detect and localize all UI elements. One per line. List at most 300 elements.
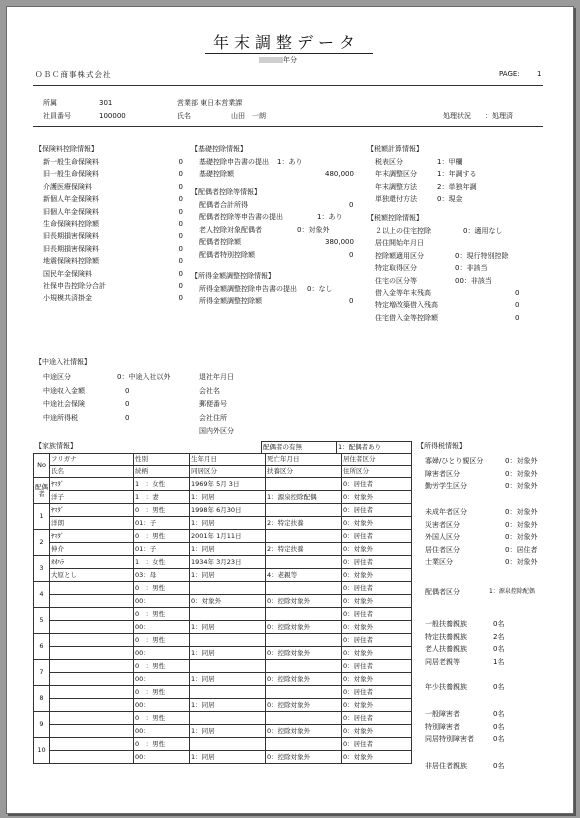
member-dependent: 0：控除対象外 bbox=[266, 595, 342, 608]
midyear-row-label: 中途区分 bbox=[43, 373, 71, 381]
page-label: PAGE: bbox=[499, 70, 520, 78]
basic-row-label: 基礎控除額 bbox=[199, 170, 234, 179]
spouse_deduction-row-label: 配偶者控除等申告書の提出 bbox=[199, 213, 283, 222]
income-tax-value: 0名 bbox=[493, 620, 505, 628]
status-label: 処理状況 bbox=[443, 112, 471, 120]
member-dependent: 0：控除対象外 bbox=[266, 647, 342, 660]
table-row bbox=[34, 491, 412, 504]
tax_calc-header: 【税額計算情報】 bbox=[367, 145, 423, 153]
table-row bbox=[34, 647, 412, 660]
member-gender: 0 ：男性 bbox=[134, 608, 190, 621]
basic-row-value: 1：あり bbox=[277, 158, 303, 166]
income-tax-value: 0：対象外 bbox=[505, 558, 538, 566]
income-tax-value: 0：対象外 bbox=[505, 508, 538, 516]
member-gender: 0 ：男性 bbox=[134, 686, 190, 699]
tax_deduction-row-label: 住宅借入金等控除額 bbox=[375, 313, 438, 322]
member-resident: 0：居住者 bbox=[342, 556, 412, 569]
member-address: 0：対象外 bbox=[342, 517, 412, 530]
employee-name-label: 氏名 bbox=[177, 112, 191, 120]
member-no: 2 bbox=[34, 530, 50, 556]
member-birth bbox=[190, 712, 266, 725]
tax_calc-row-value: 1：年調する bbox=[437, 170, 477, 179]
member-kana: ﾔﾏﾀﾞ bbox=[50, 530, 134, 543]
insurance-row-value: 0 bbox=[178, 294, 183, 303]
status-value: ：処理済 bbox=[485, 112, 513, 120]
spouse-label: 配偶者 bbox=[34, 478, 50, 504]
income-tax-value: 0名 bbox=[493, 735, 505, 743]
table-row bbox=[34, 556, 412, 569]
header-divider bbox=[33, 85, 543, 86]
member-relation: 00： bbox=[134, 595, 190, 608]
income-tax-value: 0名 bbox=[493, 722, 505, 731]
spouse_deduction-row-value: 380,000 bbox=[325, 238, 354, 247]
insurance-row-value: 0 bbox=[178, 244, 183, 253]
tax_deduction-row-value: 0 bbox=[515, 289, 520, 297]
spouse_deduction-row-value: 0：対象外 bbox=[297, 225, 330, 234]
member-no: 5 bbox=[34, 608, 50, 634]
member-relation: 03：母 bbox=[134, 569, 190, 582]
spouse_deduction-row-label: 配偶者控除額 bbox=[199, 238, 241, 247]
midyear-company-label: 退社年月日 bbox=[199, 373, 234, 381]
adjustment-row-label: 所得金額調整控除額 bbox=[199, 297, 262, 306]
member-relation: 00： bbox=[134, 751, 190, 764]
member-kana bbox=[50, 634, 134, 647]
report-year: 年分 bbox=[259, 57, 297, 64]
insurance-row-label: 小規模共済掛金 bbox=[43, 294, 92, 303]
member-dependent: 0：控除対象外 bbox=[266, 751, 342, 764]
member-relation: 01：子 bbox=[134, 517, 190, 530]
member-birth bbox=[190, 686, 266, 699]
adjustment-row-value: 0 bbox=[349, 297, 354, 306]
member-address: 0：対象外 bbox=[342, 595, 412, 608]
income-tax-label: 非居住者親族 bbox=[425, 762, 467, 770]
member-name bbox=[50, 621, 134, 634]
member-birth: 1998年 6月30日 bbox=[190, 504, 266, 517]
member-address: 0：対象外 bbox=[342, 621, 412, 634]
spouse_deduction-row-value: 0 bbox=[349, 250, 354, 259]
table-row bbox=[34, 712, 412, 725]
insurance-row-value: 0 bbox=[178, 170, 183, 179]
insurance-row-label: 国民年金保険料 bbox=[43, 269, 92, 278]
midyear-company-label: 会社住所 bbox=[199, 413, 227, 422]
title-underline bbox=[205, 53, 373, 54]
member-name bbox=[50, 751, 134, 764]
member-cohabitation: 1：同居 bbox=[190, 751, 266, 764]
tax_deduction-row-label: 特定増改築借入残高 bbox=[375, 301, 438, 310]
member-resident: 0：居住者 bbox=[342, 530, 412, 543]
member-resident: 0：居住者 bbox=[342, 478, 412, 491]
midyear-row-label: 中途社会保険 bbox=[43, 400, 85, 408]
spouse_deduction-row-value: 0 bbox=[349, 201, 354, 209]
member-kana bbox=[50, 738, 134, 751]
insurance-row-value: 0 bbox=[178, 220, 183, 228]
insurance-row-label: 地震保険料控除額 bbox=[43, 257, 99, 266]
member-address: 0：対象外 bbox=[342, 751, 412, 764]
member-cohabitation: 0：対象外 bbox=[190, 595, 266, 608]
member-cohabitation: 1：同居 bbox=[190, 517, 266, 530]
member-dependent: 2：特定扶養 bbox=[266, 517, 342, 530]
spouse_deduction-row-label: 配偶者特別控除額 bbox=[199, 250, 255, 259]
insurance-row-label: 旧個人年金保険料 bbox=[43, 207, 99, 216]
insurance-header: 【保険料控除情報】 bbox=[35, 145, 98, 153]
year-redacted bbox=[259, 57, 283, 63]
family-col-header: 続柄 bbox=[134, 466, 190, 478]
adjustment-row-value: 0：なし bbox=[307, 285, 333, 293]
insurance-row-value: 0 bbox=[178, 158, 183, 166]
member-no: 3 bbox=[34, 556, 50, 582]
dept-label: 所属 bbox=[43, 99, 57, 107]
family-col-header: 生年月日 bbox=[190, 454, 266, 466]
family-header-row bbox=[34, 466, 412, 478]
member-name: 伸介 bbox=[50, 543, 134, 556]
member-death bbox=[266, 608, 342, 621]
company-name: ＯＢＣ商事株式会社 bbox=[35, 70, 112, 79]
member-address: 0：対象外 bbox=[342, 699, 412, 712]
income-tax-value: 0：対象外 bbox=[505, 469, 538, 478]
midyear-row-value: 0 bbox=[125, 400, 130, 408]
employee-no-label: 社員番号 bbox=[43, 112, 71, 120]
table-row bbox=[34, 543, 412, 556]
member-dependent: 4：老親等 bbox=[266, 569, 342, 582]
tax_deduction-row-label: 借入金等年末残高 bbox=[375, 289, 431, 297]
spouse-has-value: 1：配偶者あり bbox=[337, 442, 412, 454]
tax_deduction-row-label: ２以上の住宅控除 bbox=[375, 227, 431, 235]
member-death bbox=[266, 686, 342, 699]
member-death bbox=[266, 556, 342, 569]
family-col-header: 扶養区分 bbox=[266, 466, 342, 478]
basic-row-value: 480,000 bbox=[325, 170, 354, 179]
member-no: 4 bbox=[34, 582, 50, 608]
member-birth: 1969年 5月 3日 bbox=[190, 478, 266, 491]
member-resident: 0：居住者 bbox=[342, 504, 412, 517]
member-relation: 00： bbox=[134, 699, 190, 712]
tax_deduction-row-value: 0 bbox=[515, 313, 520, 322]
tax_calc-row-label: 年末調整方法 bbox=[375, 182, 417, 191]
family-col-header: フリガナ bbox=[50, 454, 134, 466]
member-no: 6 bbox=[34, 634, 50, 660]
employee-no: 100000 bbox=[99, 112, 126, 120]
table-row bbox=[34, 569, 412, 582]
tax_deduction-header: 【税額控除情報】 bbox=[367, 214, 423, 222]
table-row bbox=[34, 530, 412, 543]
member-resident: 0：居住者 bbox=[342, 608, 412, 621]
member-death bbox=[266, 738, 342, 751]
member-name bbox=[50, 647, 134, 660]
insurance-row-label: 旧一般生命保険料 bbox=[43, 170, 99, 179]
insurance-row-value: 0 bbox=[178, 195, 183, 204]
member-kana bbox=[50, 608, 134, 621]
member-no: 10 bbox=[34, 738, 50, 764]
table-row bbox=[34, 673, 412, 686]
family-header: 【家族情報】 bbox=[35, 442, 77, 450]
insurance-row-label: 介護医療保険料 bbox=[43, 182, 92, 191]
member-dependent: 0：控除対象外 bbox=[266, 699, 342, 712]
member-birth: 1934年 3月23日 bbox=[190, 556, 266, 569]
member-address: 0：対象外 bbox=[342, 569, 412, 582]
income-tax-value: 0名 bbox=[493, 645, 505, 653]
midyear-row-value: 0：中途入社以外 bbox=[117, 373, 171, 381]
tax_calc-row-value: 2：単独年調 bbox=[437, 182, 477, 191]
member-name bbox=[50, 725, 134, 738]
tax_calc-row-label: 税表区分 bbox=[375, 158, 403, 166]
member-cohabitation: 1：同居 bbox=[190, 621, 266, 634]
insurance-row-label: 旧長期損害保険料 bbox=[43, 232, 99, 241]
tax_calc-row-value: 0：現金 bbox=[437, 195, 463, 204]
member-relation: 1 ：妻 bbox=[134, 491, 190, 504]
income-tax-value: 1名 bbox=[493, 657, 505, 666]
employee-name: 山田 一朗 bbox=[231, 112, 266, 120]
dept-name: 営業部 東日本営業課 bbox=[177, 99, 243, 107]
tax_deduction-row-value: 0 bbox=[515, 301, 520, 310]
table-row bbox=[34, 751, 412, 764]
income-tax-value: 0：対象外 bbox=[505, 533, 538, 541]
member-resident: 0：居住者 bbox=[342, 738, 412, 751]
member-gender: 1 ：女性 bbox=[134, 556, 190, 569]
insurance-row-value: 0 bbox=[178, 232, 183, 241]
member-cohabitation: 1：同居 bbox=[190, 725, 266, 738]
member-relation: 00： bbox=[134, 647, 190, 660]
income-tax-label: 特定扶養親族 bbox=[425, 632, 467, 641]
member-gender: 1 ：女性 bbox=[134, 478, 190, 491]
member-resident: 0：居住者 bbox=[342, 582, 412, 595]
member-dependent: 0：控除対象外 bbox=[266, 621, 342, 634]
member-address: 0：対象外 bbox=[342, 491, 412, 504]
member-cohabitation: 1：同居 bbox=[190, 647, 266, 660]
member-resident: 0：居住者 bbox=[342, 634, 412, 647]
member-cohabitation: 1：同居 bbox=[190, 491, 266, 504]
member-dependent: 0：控除対象外 bbox=[266, 725, 342, 738]
member-dependent: 0：控除対象外 bbox=[266, 673, 342, 686]
tax_calc-row-label: 年末調整区分 bbox=[375, 170, 417, 179]
member-cohabitation: 1：同居 bbox=[190, 543, 266, 556]
member-death bbox=[266, 504, 342, 517]
income-tax-header: 【所得税情報】 bbox=[417, 442, 466, 450]
income-tax-label: 未成年者区分 bbox=[425, 508, 467, 516]
table-row bbox=[34, 478, 412, 491]
member-birth bbox=[190, 608, 266, 621]
table-row bbox=[34, 582, 412, 595]
income-tax-label: 災害者区分 bbox=[425, 520, 460, 529]
member-birth bbox=[190, 582, 266, 595]
basic-row-label: 基礎控除申告書の提出 bbox=[199, 158, 269, 166]
income-tax-label: 勤労学生区分 bbox=[425, 482, 467, 490]
midyear-row-value: 0 bbox=[125, 386, 130, 395]
tax_deduction-row-value: 00：非該当 bbox=[455, 276, 492, 285]
table-row bbox=[34, 634, 412, 647]
income-tax-label: 同居老親等 bbox=[425, 657, 460, 666]
table-row bbox=[34, 517, 412, 530]
member-death bbox=[266, 582, 342, 595]
member-no: 8 bbox=[34, 686, 50, 712]
member-resident: 0：居住者 bbox=[342, 686, 412, 699]
adjustment-row-label: 所得金額調整控除申告書の提出 bbox=[199, 285, 297, 293]
midyear-company-label: 会社名 bbox=[199, 386, 220, 395]
income-tax-label: 同居特別障害者 bbox=[425, 735, 474, 743]
income-tax-value: 0名 bbox=[493, 710, 505, 718]
member-cohabitation: 1：同居 bbox=[190, 569, 266, 582]
insurance-row-label: 生命保険料控除額 bbox=[43, 220, 99, 228]
member-no: 1 bbox=[34, 504, 50, 530]
income-tax-value: 0：対象外 bbox=[505, 457, 538, 465]
member-birth bbox=[190, 634, 266, 647]
income-tax-label: 居住者区分 bbox=[425, 545, 460, 554]
member-name: 洋朗 bbox=[50, 517, 134, 530]
member-cohabitation: 1：同居 bbox=[190, 699, 266, 712]
member-name bbox=[50, 699, 134, 712]
midyear-company-label: 国内外区分 bbox=[199, 427, 234, 435]
income-tax-value: 0：対象外 bbox=[505, 482, 538, 490]
member-kana: ﾔﾏﾀﾞ bbox=[50, 478, 134, 491]
midyear-row-value: 0 bbox=[125, 413, 130, 422]
table-row bbox=[34, 595, 412, 608]
income-tax-label: 特別障害者 bbox=[425, 722, 460, 731]
income-tax-value: 0：対象外 bbox=[505, 520, 538, 529]
family-col-header: 同居区分 bbox=[190, 466, 266, 478]
member-resident: 0：居住者 bbox=[342, 660, 412, 673]
income-tax-value: 1：源泉控除配偶 bbox=[489, 588, 535, 595]
member-address: 0：対象外 bbox=[342, 543, 412, 556]
member-gender: 0 ：男性 bbox=[134, 738, 190, 751]
member-kana bbox=[50, 582, 134, 595]
member-address: 0：対象外 bbox=[342, 673, 412, 686]
income-tax-value: 0名 bbox=[493, 762, 505, 770]
member-death bbox=[266, 530, 342, 543]
tax_deduction-row-label: 特定取得区分 bbox=[375, 264, 417, 273]
tax_deduction-row-label: 控除額適用区分 bbox=[375, 251, 424, 260]
spouse_deduction-row-value: 1：あり bbox=[317, 213, 343, 222]
tax_deduction-row-value: 0：適用なし bbox=[463, 227, 503, 235]
member-relation: 00： bbox=[134, 621, 190, 634]
member-gender: 0 ：男性 bbox=[134, 504, 190, 517]
member-birth bbox=[190, 738, 266, 751]
midyear-row-label: 中途所得税 bbox=[43, 413, 78, 422]
tax_deduction-row-label: 住宅の区分等 bbox=[375, 276, 417, 285]
insurance-row-value: 0 bbox=[178, 282, 183, 290]
page-number: 1 bbox=[537, 70, 542, 78]
income-tax-label: 士業区分 bbox=[425, 558, 453, 566]
insurance-row-value: 0 bbox=[178, 182, 183, 191]
midyear-header: 【中途入社情報】 bbox=[35, 358, 91, 366]
tax_calc-row-label: 単独還付方法 bbox=[375, 195, 417, 204]
table-row bbox=[34, 725, 412, 738]
member-no: 9 bbox=[34, 712, 50, 738]
income-tax-label: 一般障害者 bbox=[425, 710, 460, 718]
income-tax-label: 寡婦/ひとり親区分 bbox=[425, 457, 484, 465]
insurance-row-label: 社保申告控除分合計 bbox=[43, 282, 106, 290]
member-relation: 00： bbox=[134, 725, 190, 738]
member-address: 0：対象外 bbox=[342, 647, 412, 660]
table-row bbox=[34, 660, 412, 673]
member-gender: 0 ：男性 bbox=[134, 712, 190, 725]
family-table bbox=[33, 453, 412, 764]
income-tax-label: 外国人区分 bbox=[425, 533, 460, 541]
basic-header: 【基礎控除情報】 bbox=[191, 145, 247, 153]
family-header-row bbox=[34, 454, 412, 466]
member-kana bbox=[50, 712, 134, 725]
member-name bbox=[50, 595, 134, 608]
table-row bbox=[34, 608, 412, 621]
insurance-row-label: 新一般生命保険料 bbox=[43, 158, 99, 166]
table-row bbox=[34, 699, 412, 712]
spouse-has-label: 配偶者の有無 bbox=[262, 442, 337, 454]
member-cohabitation: 1：同居 bbox=[190, 673, 266, 686]
midyear-row-label: 中途収入金額 bbox=[43, 386, 85, 395]
member-death bbox=[266, 478, 342, 491]
family-col-header: 氏名 bbox=[50, 466, 134, 478]
family-col-header: 住所区分 bbox=[342, 466, 412, 478]
member-birth: 2001年 1月11日 bbox=[190, 530, 266, 543]
member-dependent: 2：特定扶養 bbox=[266, 543, 342, 556]
family-col-header: 居住者区分 bbox=[342, 454, 412, 466]
insurance-row-value: 0 bbox=[178, 269, 183, 278]
member-kana bbox=[50, 660, 134, 673]
income-tax-value: 0名 bbox=[493, 683, 505, 691]
tax_deduction-row-label: 居住開始年月日 bbox=[375, 239, 424, 248]
family-col-header: 死亡年月日 bbox=[266, 454, 342, 466]
member-death bbox=[266, 634, 342, 647]
member-gender: 0 ：男性 bbox=[134, 530, 190, 543]
midyear-company-label: 郵便番号 bbox=[199, 400, 227, 408]
insurance-row-label: 新個人年金保険料 bbox=[43, 195, 99, 204]
member-kana: ﾔﾏﾀﾞ bbox=[50, 504, 134, 517]
member-birth bbox=[190, 660, 266, 673]
spouse_deduction-row-label: 配偶者合計所得 bbox=[199, 201, 248, 209]
income-tax-value: 0：居住者 bbox=[505, 545, 538, 554]
table-row bbox=[34, 738, 412, 751]
report-title: 年末調整データ bbox=[213, 33, 361, 52]
member-relation: 00： bbox=[134, 673, 190, 686]
member-death bbox=[266, 660, 342, 673]
tax_deduction-row-value: 0：非該当 bbox=[455, 264, 488, 273]
member-kana: ｵｵﾊﾗ bbox=[50, 556, 134, 569]
member-name: 洋子 bbox=[50, 491, 134, 504]
member-gender: 0 ：男性 bbox=[134, 582, 190, 595]
adjustment-header: 【所得金額調整控除情報】 bbox=[191, 272, 275, 280]
member-resident: 0：居住者 bbox=[342, 712, 412, 725]
member-address: 0：対象外 bbox=[342, 725, 412, 738]
tax_calc-row-value: 1：甲欄 bbox=[437, 158, 463, 166]
dept-code: 301 bbox=[99, 99, 113, 107]
insurance-row-value: 0 bbox=[178, 257, 183, 266]
table-row bbox=[34, 686, 412, 699]
col-no-header: No bbox=[34, 454, 50, 478]
member-kana bbox=[50, 686, 134, 699]
member-name: 大原とし bbox=[50, 569, 134, 582]
income-tax-label: 障害者区分 bbox=[425, 469, 460, 478]
income-tax-value: 2名 bbox=[493, 632, 505, 641]
insurance-row-value: 0 bbox=[178, 207, 183, 216]
member-death bbox=[266, 712, 342, 725]
member-dependent: 1：源泉控除配偶 bbox=[266, 491, 342, 504]
table-row bbox=[34, 621, 412, 634]
member-no: 7 bbox=[34, 660, 50, 686]
table-row bbox=[34, 504, 412, 517]
income-tax-label: 配偶者区分 bbox=[425, 588, 460, 596]
member-gender: 0 ：男性 bbox=[134, 660, 190, 673]
income-tax-label: 年少扶養親族 bbox=[425, 683, 467, 691]
spouse_deduction-header: 【配偶者控除等情報】 bbox=[191, 188, 261, 196]
insurance-row-label: 旧長期損害保険料 bbox=[43, 244, 99, 253]
report-sheet bbox=[6, 6, 574, 814]
member-name bbox=[50, 673, 134, 686]
employee-divider bbox=[33, 126, 543, 127]
tax_deduction-row-value: 0：現行特別控除 bbox=[455, 251, 509, 260]
income-tax-label: 老人扶養親族 bbox=[425, 645, 467, 653]
income-tax-label: 一般扶養親族 bbox=[425, 620, 467, 628]
spouse_deduction-row-label: 老人控除対象配偶者 bbox=[199, 225, 262, 234]
member-gender: 0 ：男性 bbox=[134, 634, 190, 647]
member-relation: 01：子 bbox=[134, 543, 190, 556]
